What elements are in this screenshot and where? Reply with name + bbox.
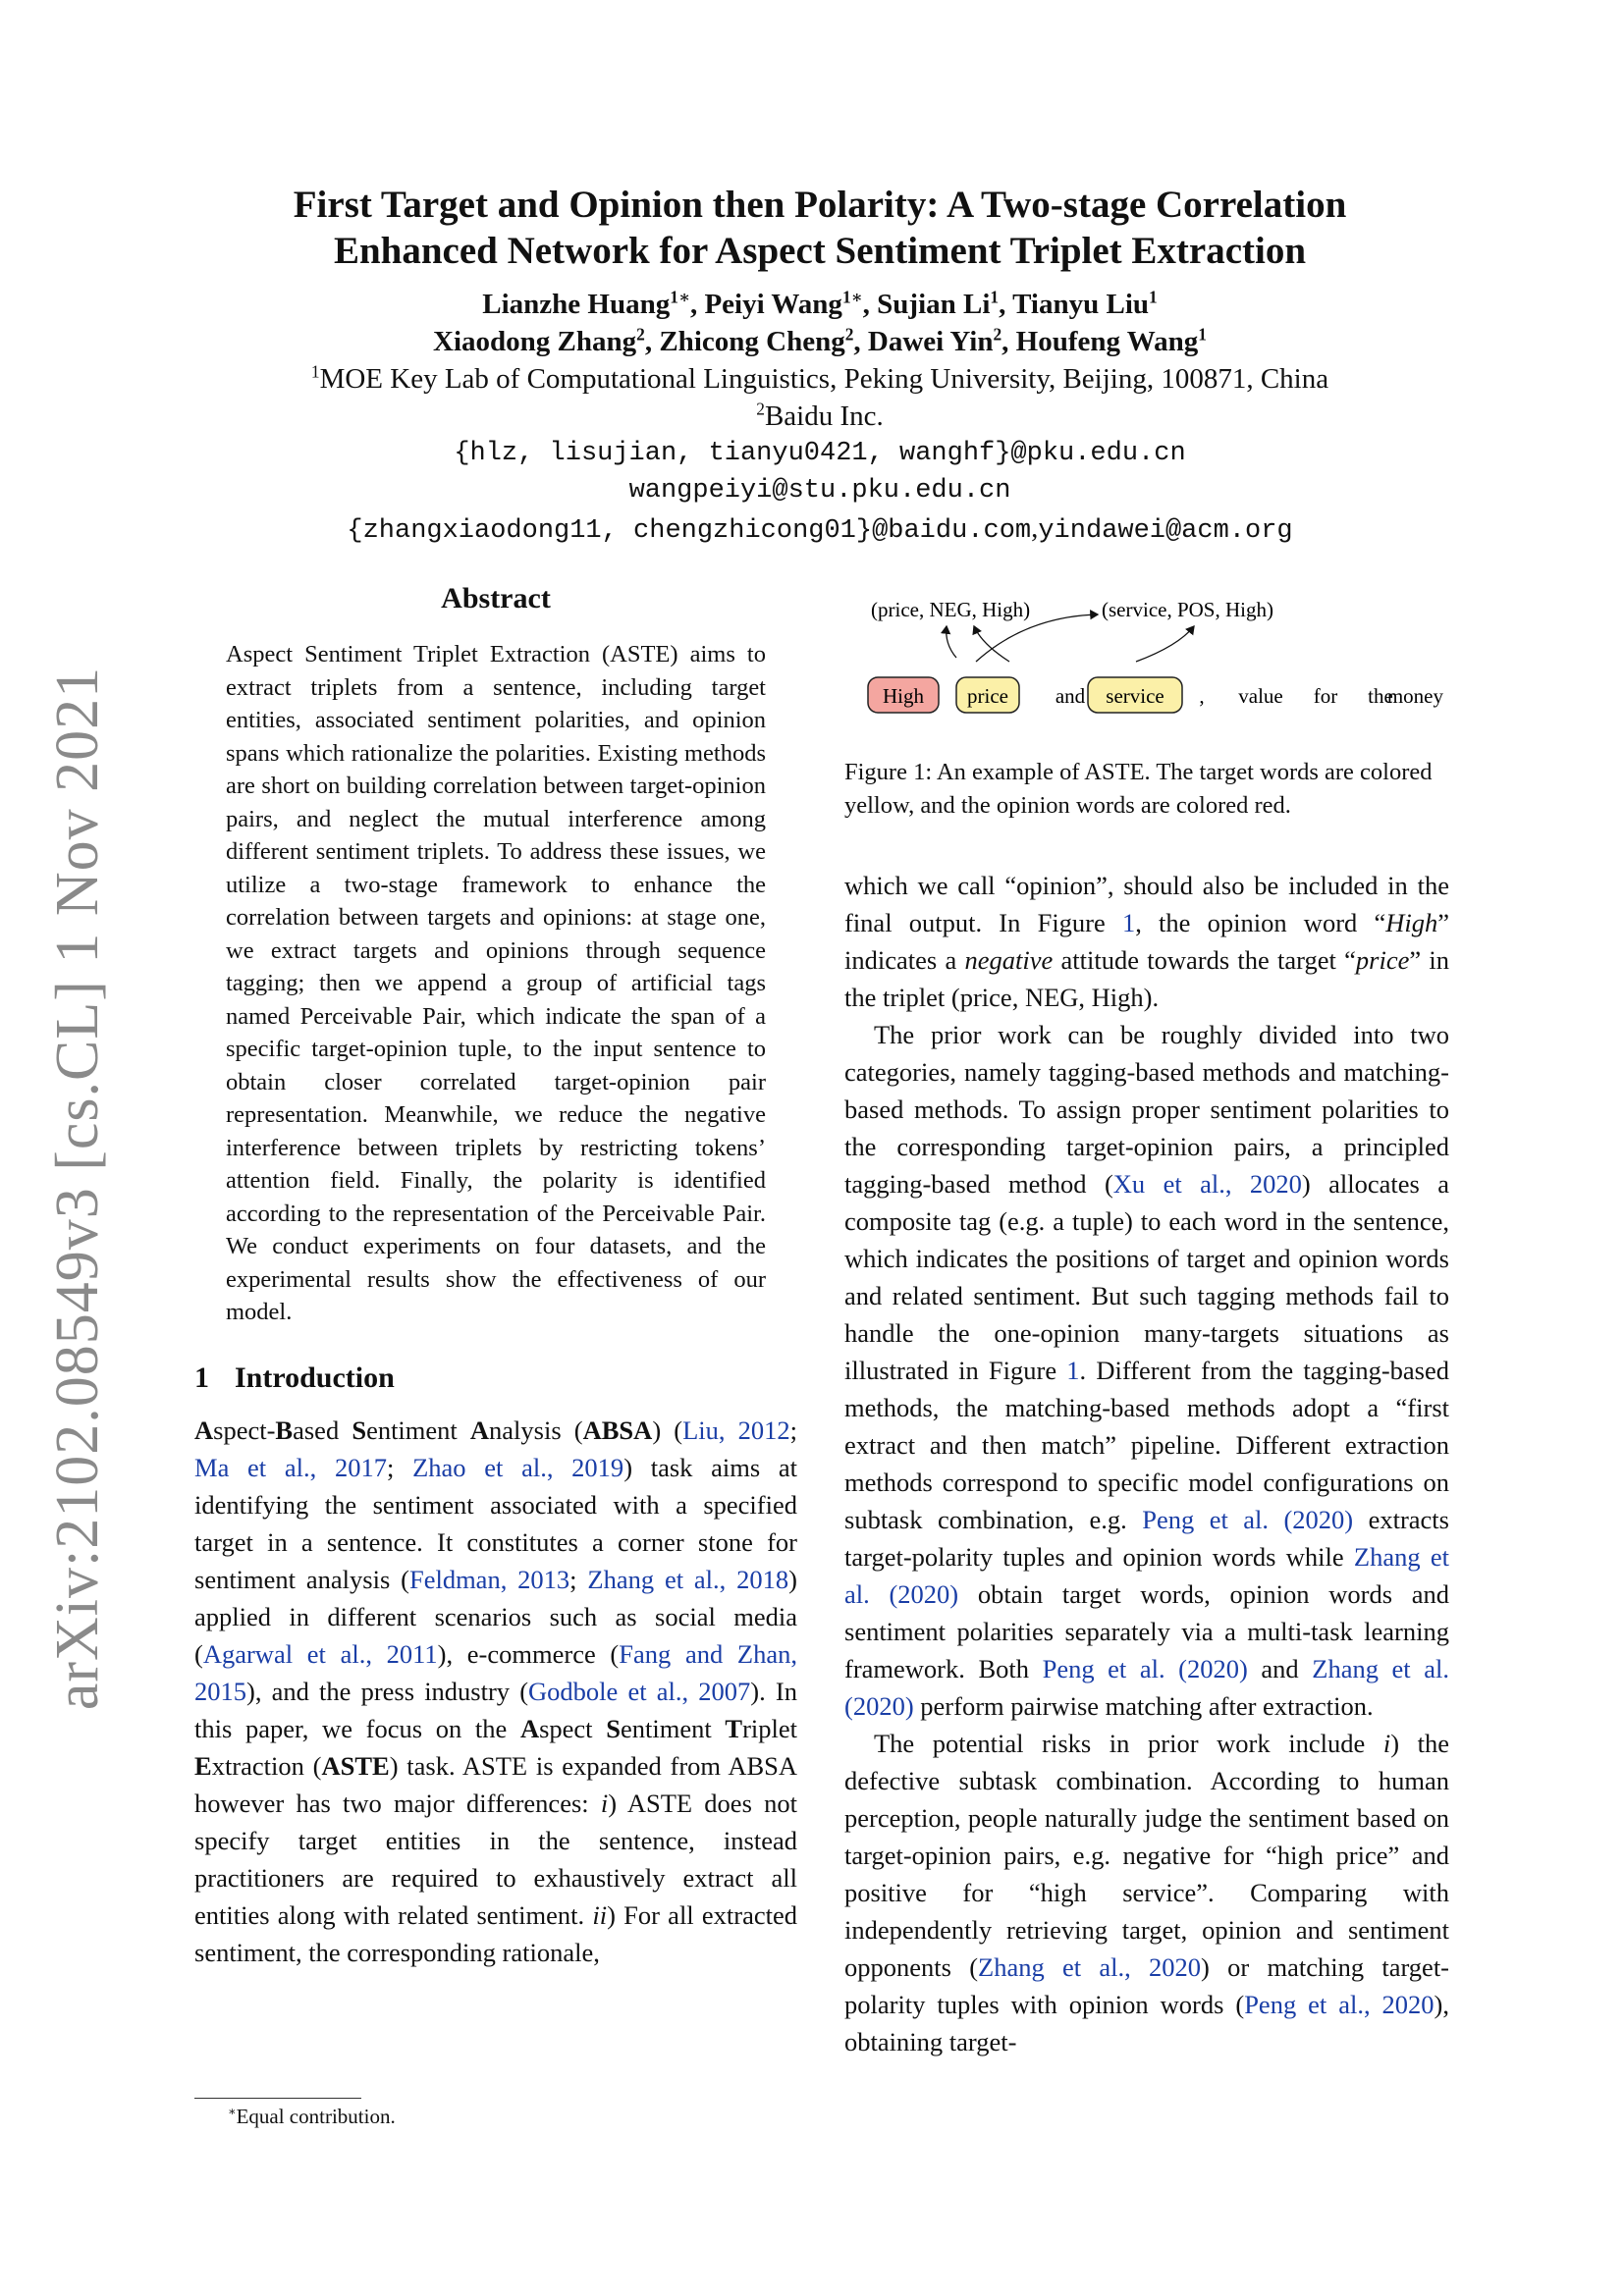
- text-run: The prior work can be roughly divided into two categories, namely tagging-based methods and matching-based methods. To assign proper sentiment polarities to the corresponding target-opinion pairs, a principled tagging-based method (: [844, 1020, 1449, 1199]
- section-title: Introduction: [235, 1361, 395, 1394]
- citation-link[interactable]: Zhao et al., 2019: [412, 1452, 624, 1482]
- text-run: ;: [386, 1452, 413, 1482]
- text-run: ased: [293, 1415, 352, 1445]
- citation-link[interactable]: Peng et al., 2020: [1244, 1990, 1435, 2019]
- text-run: spect: [539, 1713, 607, 1743]
- aste-example-diagram: [844, 587, 1449, 754]
- author-name: Xiaodong Zhang: [433, 326, 637, 357]
- bold-text: B: [275, 1415, 294, 1445]
- text-run: perform pairwise matching after extraction.: [913, 1691, 1374, 1721]
- author-name: Zhicong Cheng: [659, 326, 845, 357]
- affiliation-2-text: Baidu Inc.: [764, 400, 884, 432]
- author-affiliation-mark: 2: [636, 324, 645, 345]
- text-run: which we call “opinion”, should also be included in the final output. In Figure: [844, 871, 1449, 937]
- affiliation-1-text: MOE Key Lab of Computational Linguistics, Peking University, Beijing, 100871, China: [319, 363, 1329, 395]
- text-run: ), and the press industry (: [246, 1676, 529, 1706]
- text-run: entiment: [366, 1415, 470, 1445]
- arrow-service-to-triplet2: [1136, 626, 1194, 662]
- bold-text: T: [725, 1713, 743, 1743]
- author-list: [196, 286, 1443, 360]
- text-run: ” indicates a: [844, 908, 1449, 975]
- italic-text: High: [1385, 908, 1438, 937]
- italic-text: ii: [592, 1899, 608, 1930]
- abstract-heading: Abstract: [441, 582, 551, 614]
- arxiv-identifier: arXiv:2102.08549v3 [cs.CL] 1 Nov 2021: [44, 666, 112, 1710]
- italic-text: i: [600, 1788, 609, 1818]
- author-affiliation-mark: 1: [1149, 287, 1158, 307]
- text-run: ” in the triplet (price, NEG, High).: [844, 945, 1450, 1012]
- author-affiliation-mark: 1∗: [841, 287, 863, 307]
- citation-link[interactable]: Zhang et al., 2018: [587, 1564, 789, 1594]
- right-column: [844, 587, 1449, 2060]
- text-run: ). In this paper, we focus on the: [194, 1676, 797, 1743]
- author-affiliation-mark: 2: [844, 324, 854, 345]
- citation-link[interactable]: Godbole et al., 2007: [528, 1676, 751, 1706]
- text-run: extracts target-polarity tuples and opinion words while: [844, 1505, 1449, 1572]
- sentence-token: the: [1368, 684, 1393, 708]
- italic-text: i: [1382, 1729, 1391, 1758]
- right-paragraph-3: [844, 1725, 1449, 2060]
- bold-text: E: [194, 1750, 212, 1781]
- text-run: ) applied in different scenarios such as social media (: [194, 1564, 797, 1669]
- intro-paragraph-1: [194, 1412, 797, 1971]
- text-run: The potential risks in prior work include: [874, 1729, 1383, 1758]
- sentence-token: ,: [1199, 684, 1205, 708]
- author-name: Houfeng Wang: [1015, 326, 1199, 357]
- affiliation-2-mark: 2: [756, 399, 765, 419]
- citation-link[interactable]: Agarwal et al., 2011: [202, 1638, 438, 1669]
- affiliation-1-mark: 1: [310, 361, 320, 382]
- affiliation-2: [196, 398, 1443, 435]
- text-run: entiment: [620, 1713, 726, 1743]
- text-run: ) the defective subtask combination. According to human perception, people naturally judge the sentiment based on target-opinion pairs, e.g. negative for “high price” and positive for “high service”. Comparing with independently retrieving target, opinion and sentiment opponents (: [844, 1729, 1449, 1982]
- bold-text: S: [352, 1415, 367, 1445]
- triplet-2-label: (service, POS, High): [1102, 598, 1273, 621]
- author-name: Sujian Li: [877, 289, 991, 320]
- text-run: ;: [569, 1564, 588, 1594]
- bold-text: S: [606, 1713, 621, 1743]
- author-name: Tianyu Liu: [1012, 289, 1150, 320]
- author-affiliation-mark: 1: [990, 287, 1000, 307]
- text-run: ) ASTE does not specify target entities in the sentence, instead practitioners are required to exhaustively extract all entities along with related sentiment.: [194, 1788, 797, 1930]
- email-baidu[interactable]: {zhangxiaodong11, chengzhicong01}@baidu.com: [347, 516, 1032, 546]
- sentence-token: and: [1055, 684, 1086, 708]
- bold-text: ABSA: [582, 1415, 653, 1445]
- text-run: ) task. ASTE is expanded from ABSA however has two major differences:: [194, 1750, 798, 1818]
- arrow-price-to-triplet1: [974, 626, 1009, 662]
- author-affiliation-mark: 1: [1198, 324, 1207, 345]
- text-run: ), obtaining target-: [844, 1990, 1449, 2056]
- citation-link[interactable]: Zhang et al., 2020: [978, 1952, 1202, 1982]
- sentence-token: price: [967, 684, 1008, 708]
- text-run: ) (: [652, 1415, 683, 1445]
- section-heading-introduction: [194, 1359, 797, 1398]
- footnote-text: Equal contribution.: [236, 2105, 396, 2128]
- text-run: ) For all extracted sentiment, the corresponding rationale,: [194, 1899, 797, 1967]
- section-number: 1: [194, 1361, 209, 1394]
- text-run: obtain target words, opinion words and sentiment polarities separately via a multi-task learning framework. Both: [844, 1579, 1450, 1683]
- citation-link[interactable]: Ma et al., 2017: [194, 1452, 387, 1482]
- paper-header: [196, 182, 1443, 550]
- author-line-1: Lianzhe Huang$^{1∗}$, Peiyi Wang$^{1∗}$, Sujian Li$^1$, Tianyu Liu$^1$: [482, 287, 1158, 320]
- arrow-high-to-triplet1: [947, 626, 956, 658]
- left-column: [194, 579, 797, 1971]
- sentence-token: High: [883, 684, 924, 708]
- abstract-body: Aspect Sentiment Triplet Extraction (ASTE) aims to extract triplets from a sentence, including target entities, associated sentiment polarities, and opinion spans which rationalize the polarities. Existing methods are short on building correlation between target-opinion pairs, and neglect the mutual interference among different sentiment triplets. To address these issues, we utilize a two-stage framework to enhance the correlation between targets and opinions: at stage one, we extract targets and opinions through sequence tagging; then we append a group of artificial tags named Perceivable Pair, which indicate the span of a specific target-opinion tuple, to the input sentence to obtain closer correlated target-opinion pair representation. Meanwhile, we reduce the negative interference between triplets by restricting tokens’ attention field. Finally, the polarity is identified according to the representation of the Perceivable Pair. We conduct experiments on four datasets, and the experimental results show the effectiveness of our model.: [226, 641, 766, 1325]
- footnote: [228, 2103, 396, 2130]
- sentence-token: value: [1238, 684, 1283, 708]
- citation-link[interactable]: Fang and Zhan, 2015: [194, 1638, 797, 1706]
- author-line-2: Xiaodong Zhang$^2$, Zhicong Cheng$^2$, Dawei Yin$^2$, Houfeng Wang$^1$: [433, 324, 1207, 357]
- bold-text: A: [519, 1713, 540, 1743]
- text-run: and: [1247, 1654, 1313, 1683]
- text-run: riplet: [742, 1713, 798, 1743]
- sentence-token: for: [1313, 684, 1338, 708]
- email-line-1[interactable]: {hlz, lisujian, tianyu0421, wanghf}@pku.edu.cn: [454, 439, 1186, 468]
- title-line-2: Enhanced Network for Aspect Sentiment Triplet Extraction: [333, 230, 1307, 272]
- citation-link[interactable]: 1: [1121, 908, 1136, 937]
- author-affiliation-mark: 2: [993, 324, 1002, 345]
- text-run: , the opinion word “: [1135, 908, 1386, 937]
- sentence-token: money: [1386, 684, 1443, 708]
- text-run: xtraction (: [211, 1750, 322, 1781]
- text-run: ;: [789, 1415, 797, 1445]
- sentence-token: service: [1106, 684, 1164, 708]
- bold-text: A: [194, 1415, 214, 1445]
- figure-1-caption: Figure 1: An example of ASTE. The target words are colored yellow, and the opinion words are colored red.: [844, 759, 1433, 819]
- author-affiliation-mark: 1∗: [670, 287, 690, 307]
- text-run: ) allocates a composite tag (e.g. a tuple) to each word in the sentence, which indicates the positions of target and opinion words and related sentiment. But such tagging methods fail to handle the one-opinion many-targets situations as illustrated in Figure: [844, 1169, 1449, 1385]
- triplet-1-label: (price, NEG, High): [871, 598, 1031, 621]
- right-paragraph-2: [844, 1016, 1449, 1725]
- text-run: ), e-commerce (: [437, 1638, 620, 1669]
- citation-link[interactable]: Feldman, 2013: [408, 1564, 570, 1594]
- text-run: ) or matching target-polarity tuples with opinion words (: [844, 1952, 1450, 2019]
- italic-text: negative: [964, 945, 1054, 975]
- email-acm[interactable]: yindawei@acm.org: [1038, 516, 1293, 546]
- arrow-high-to-triplet2: [976, 614, 1098, 662]
- bold-text: A: [469, 1415, 490, 1445]
- arxiv-sidebar: [39, 666, 118, 1710]
- citation-link[interactable]: Liu, 2012: [682, 1415, 790, 1445]
- email-separator: ,: [1031, 512, 1039, 544]
- citation-link[interactable]: Zhang et al. (2020): [844, 1542, 1450, 1609]
- citation-link[interactable]: Xu et al., 2020: [1112, 1169, 1302, 1199]
- italic-text: price: [1355, 945, 1410, 975]
- figure-1: [844, 587, 1449, 754]
- affiliation-1: [196, 360, 1443, 398]
- text-run: nalysis (: [489, 1415, 583, 1445]
- text-run: spect-: [213, 1415, 276, 1445]
- right-paragraph-1: [844, 867, 1449, 1016]
- footnote-rule: [194, 2098, 361, 2099]
- text-run: ) task aims at identifying the sentiment associated with a specified target in a sentence. It constitutes a corner stone for sentiment analysis (: [194, 1452, 798, 1594]
- citation-link[interactable]: 1: [1066, 1356, 1080, 1385]
- paper-title: [196, 182, 1443, 274]
- title-line-1: First Target and Opinion then Polarity: A Two-stage Correlation: [293, 184, 1347, 226]
- citation-link[interactable]: Peng et al. (2020): [1142, 1505, 1354, 1534]
- email-line-2[interactable]: wangpeiyi@stu.pku.edu.cn: [628, 476, 1011, 506]
- bold-text: ASTE: [321, 1750, 390, 1781]
- author-name: Dawei Yin: [867, 326, 994, 357]
- citation-link[interactable]: Peng et al. (2020): [1042, 1654, 1248, 1683]
- token-row: [868, 677, 1443, 713]
- footnote-mark: ∗: [228, 2105, 237, 2118]
- author-name: Peiyi Wang: [704, 289, 842, 320]
- text-run: . Different from the tagging-based methods, the matching-based methods adopt a “first extract and then match” pipeline. Different extraction methods correspond to specific model configurations on subtask combination, e.g.: [844, 1356, 1449, 1534]
- email-line-3[interactable]: [196, 509, 1443, 550]
- text-run: attitude towards the target “: [1053, 945, 1356, 975]
- citation-link[interactable]: Zhang et al. (2020): [844, 1654, 1449, 1721]
- author-name: Lianzhe Huang: [482, 289, 671, 320]
